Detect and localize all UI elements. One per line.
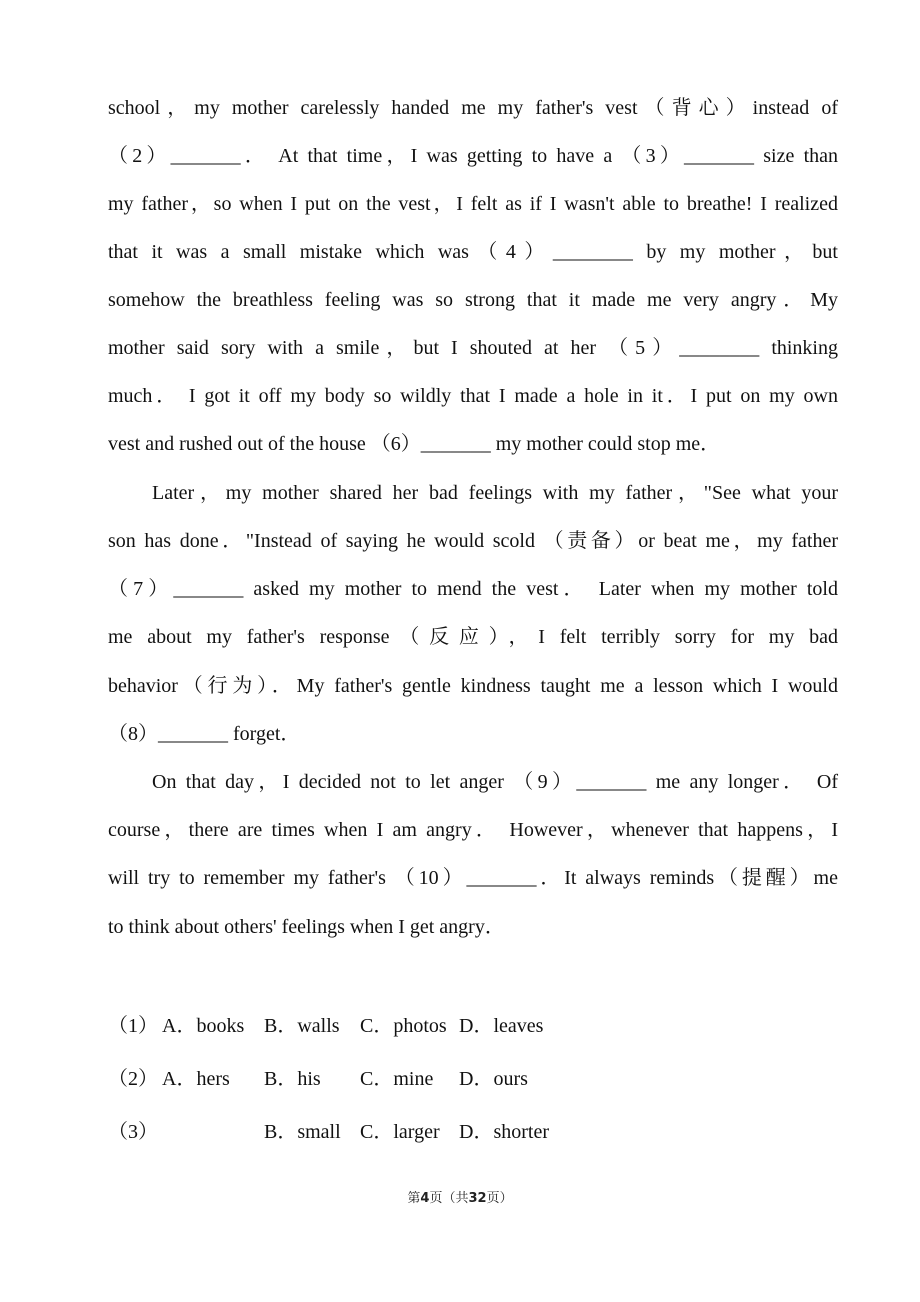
passage-line: course，there are times when I am angry． However，whenever that happens，I bbox=[108, 819, 838, 841]
passage-line: school，my mother carelessly handed me my father's vest（背心）instead of bbox=[108, 97, 838, 119]
option-a: A．books bbox=[162, 1015, 245, 1037]
passage-line: vest and rushed out of the house （6）_______ my mother could stop me． bbox=[108, 433, 721, 455]
option-b: B．walls bbox=[264, 1015, 340, 1037]
option-d: D．shorter bbox=[459, 1121, 549, 1143]
passage-line: will try to remember my father's （10）_______．It always reminds（提醒）me bbox=[108, 867, 838, 889]
question-number: （2） bbox=[108, 1068, 158, 1090]
option-c: C．larger bbox=[360, 1121, 440, 1143]
footer-total-pages: 32 bbox=[468, 1191, 487, 1206]
option-c: C．mine bbox=[360, 1068, 434, 1090]
option-a: A．hers bbox=[162, 1068, 230, 1090]
passage-line: my father，so when I put on the vest，I felt as if I wasn't able to breathe! I realized bbox=[108, 193, 838, 215]
question-number: （3） bbox=[108, 1121, 158, 1143]
passage-line: me about my father's response（反应），I felt terribly sorry for my bad bbox=[108, 626, 838, 648]
passage-line: somehow the breathless feeling was so strong that it made me very angry．My bbox=[108, 289, 838, 311]
paragraph-start-line: On that day，I decided not to let anger （9）_______ me any longer． Of bbox=[152, 771, 838, 793]
passage-line: to think about others' feelings when I get angry． bbox=[108, 916, 505, 938]
passage-line: behavior（行为）．My father's gentle kindness taught me a lesson which I would bbox=[108, 675, 838, 697]
footer-suffix: 页） bbox=[486, 1191, 513, 1206]
option-c: C．photos bbox=[360, 1015, 447, 1037]
footer-page-number: 4 bbox=[420, 1191, 430, 1206]
footer-prefix: 第 bbox=[407, 1191, 421, 1206]
option-b: B．small bbox=[264, 1121, 341, 1143]
option-d: D．leaves bbox=[459, 1015, 544, 1037]
passage-line: （8）_______ forget． bbox=[108, 723, 301, 745]
passage-line: son has done．"Instead of saying he would scold （责备）or beat me，my father bbox=[108, 530, 838, 552]
question-number: （1） bbox=[108, 1015, 158, 1037]
passage-line: （2）_______． At that time，I was getting to have a （3）_______ size than bbox=[108, 145, 838, 167]
passage-line: much． I got it off my body so wildly that I made a hole in it．I put on my own bbox=[108, 385, 838, 407]
passage-line: （7）_______ asked my mother to mend the vest． Later when my mother told bbox=[108, 578, 838, 600]
footer-middle: 页（共 bbox=[429, 1191, 469, 1206]
page-footer bbox=[0, 1187, 920, 1206]
option-b: B．his bbox=[264, 1068, 321, 1090]
passage-line: that it was a small mistake which was（4）________ by my mother，but bbox=[108, 241, 838, 263]
paragraph-start-line: Later，my mother shared her bad feelings with my father，"See what your bbox=[152, 482, 838, 504]
option-d: D．ours bbox=[459, 1068, 528, 1090]
passage-line: mother said sory with a smile，but I shouted at her （5）________ thinking bbox=[108, 337, 838, 359]
